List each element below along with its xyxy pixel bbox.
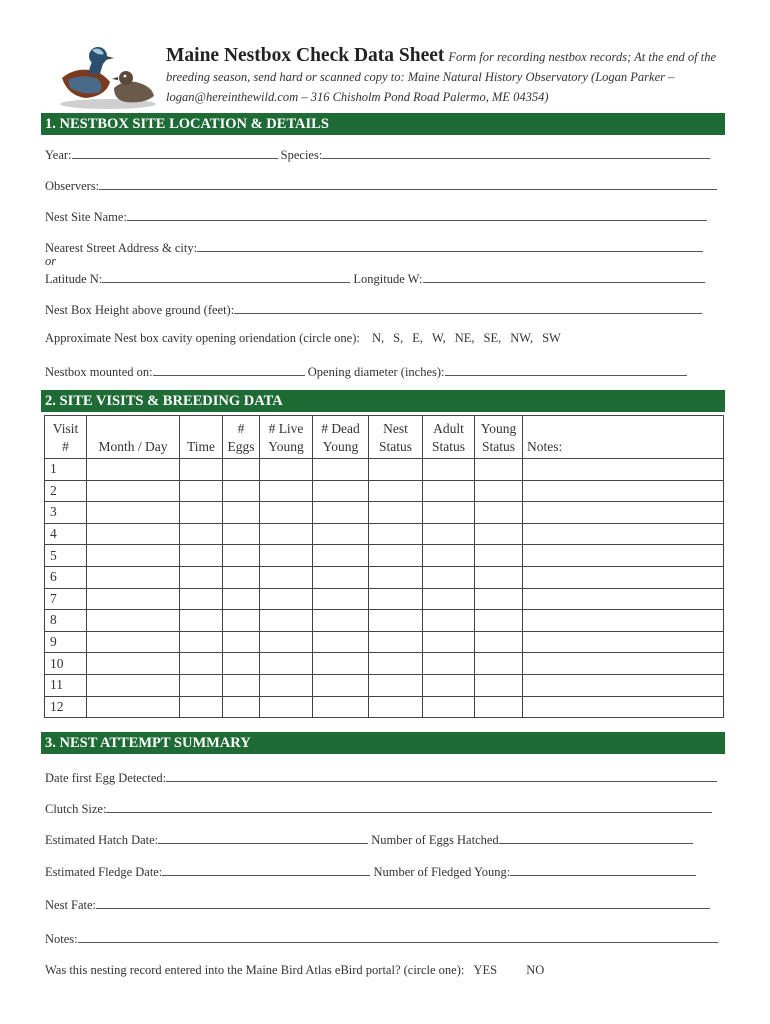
table-row	[45, 696, 724, 718]
table-cell[interactable]	[223, 674, 260, 696]
observers-label: Observers:	[45, 179, 100, 193]
table-cell[interactable]	[369, 610, 423, 632]
table-cell[interactable]	[87, 523, 180, 545]
year-species-line	[45, 145, 710, 163]
table-cell[interactable]	[313, 696, 369, 718]
table-cell[interactable]	[369, 631, 423, 653]
height-line	[45, 300, 702, 318]
table-cell[interactable]	[260, 610, 313, 632]
table-row	[45, 502, 724, 524]
orientation-option-n[interactable]: N,	[371, 331, 385, 345]
table-cell[interactable]	[313, 459, 369, 481]
table-cell[interactable]	[313, 566, 369, 588]
diameter-label: Opening diameter (inches):	[307, 365, 445, 379]
table-cell[interactable]	[223, 588, 260, 610]
table-row	[45, 459, 724, 481]
latitude-label: Latitude N:	[45, 272, 103, 286]
table-cell[interactable]	[523, 653, 724, 675]
table-cell[interactable]	[475, 545, 523, 567]
species-label: Species:	[280, 148, 323, 162]
visit-number: 8	[45, 610, 87, 632]
hatch-date-field[interactable]	[158, 830, 368, 844]
table-cell[interactable]	[423, 653, 475, 675]
fledged-young-label: Number of Fledged Young:	[373, 865, 511, 879]
hatch-line	[45, 830, 693, 848]
table-cell[interactable]	[260, 566, 313, 588]
table-cell[interactable]	[369, 696, 423, 718]
table-cell[interactable]	[313, 674, 369, 696]
visit-number: 6	[45, 566, 87, 588]
table-cell[interactable]	[423, 631, 475, 653]
visits-header-row	[45, 416, 724, 459]
mounted-diameter-line	[45, 362, 687, 380]
fate-label: Nest Fate:	[45, 898, 97, 912]
page-subtitle: Form for recording nestbox records; At the end of the breeding season, send hard or scanned copy to: Maine Natural History Observatory (Logan Parker – logan@hereinthewild.com – 316 Chisholm Pond Road Palermo, ME 04354)	[166, 50, 717, 104]
table-cell[interactable]	[523, 566, 724, 588]
clutch-line	[45, 799, 712, 817]
nest-site-name-label: Nest Site Name:	[45, 210, 127, 224]
table-cell[interactable]	[87, 566, 180, 588]
col-month-day: Month / Day	[87, 416, 180, 459]
address-line	[45, 238, 703, 256]
visit-number: 4	[45, 523, 87, 545]
table-cell[interactable]	[260, 696, 313, 718]
fledge-line	[45, 862, 696, 880]
table-cell[interactable]	[260, 588, 313, 610]
table-cell[interactable]	[475, 459, 523, 481]
table-cell[interactable]	[523, 523, 724, 545]
orientation-label: Approximate Nest box cavity opening oriendation (circle one):	[45, 331, 360, 345]
longitude-label: Longitude W:	[353, 272, 423, 286]
visit-number: 3	[45, 502, 87, 524]
table-cell[interactable]	[87, 502, 180, 524]
observers-field[interactable]	[99, 176, 717, 190]
table-cell[interactable]	[369, 523, 423, 545]
latitude-field[interactable]	[102, 269, 350, 283]
table-cell[interactable]	[87, 610, 180, 632]
col-time: Time	[180, 416, 223, 459]
visit-number: 11	[45, 674, 87, 696]
table-cell[interactable]	[475, 480, 523, 502]
fledge-date-field[interactable]	[162, 862, 370, 876]
col-notes: Notes:	[523, 416, 724, 459]
year-label: Year:	[45, 148, 72, 162]
table-cell[interactable]	[523, 459, 724, 481]
table-cell[interactable]	[369, 674, 423, 696]
eggs-hatched-label: Number of Eggs Hatched	[371, 833, 499, 847]
first-egg-field[interactable]	[166, 768, 717, 782]
table-cell[interactable]	[223, 480, 260, 502]
duck-pair-logo-icon	[56, 44, 160, 110]
table-cell[interactable]	[260, 674, 313, 696]
section-2-heading: 2. SITE VISITS & BREEDING DATA	[41, 390, 725, 412]
page-title: Maine Nestbox Check Data Sheet	[166, 45, 445, 66]
table-cell[interactable]	[475, 502, 523, 524]
orientation-option-se[interactable]: SE,	[483, 331, 502, 345]
table-cell[interactable]	[180, 653, 223, 675]
table-cell[interactable]	[313, 545, 369, 567]
table-row	[45, 566, 724, 588]
table-cell[interactable]	[180, 566, 223, 588]
first-egg-line	[45, 768, 717, 786]
address-label: Nearest Street Address & city:	[45, 241, 198, 255]
visits-table	[44, 415, 724, 718]
orientation-line	[45, 331, 570, 346]
ebird-line	[45, 963, 544, 978]
table-cell[interactable]	[87, 696, 180, 718]
table-cell[interactable]	[475, 588, 523, 610]
nest-site-name-field[interactable]	[127, 207, 707, 221]
height-field[interactable]	[234, 300, 702, 314]
table-cell[interactable]	[223, 566, 260, 588]
table-cell[interactable]	[523, 631, 724, 653]
visit-number: 10	[45, 653, 87, 675]
visit-number: 1	[45, 459, 87, 481]
table-cell[interactable]	[180, 696, 223, 718]
table-cell[interactable]	[223, 523, 260, 545]
table-row	[45, 653, 724, 675]
visit-number: 9	[45, 631, 87, 653]
table-cell[interactable]	[223, 696, 260, 718]
table-cell[interactable]	[313, 480, 369, 502]
header	[0, 0, 770, 112]
table-cell[interactable]	[523, 674, 724, 696]
visit-number: 7	[45, 588, 87, 610]
ebird-no-option[interactable]: NO	[526, 963, 545, 977]
visit-number: 5	[45, 545, 87, 567]
longitude-field[interactable]	[423, 269, 705, 283]
table-cell[interactable]	[180, 480, 223, 502]
diameter-field[interactable]	[445, 362, 687, 376]
table-cell[interactable]	[87, 674, 180, 696]
table-cell[interactable]	[180, 502, 223, 524]
first-egg-label: Date first Egg Detected:	[45, 771, 167, 785]
table-row	[45, 610, 724, 632]
nest-site-name-line	[45, 207, 707, 225]
species-field[interactable]	[322, 145, 710, 159]
table-cell[interactable]	[475, 566, 523, 588]
table-cell[interactable]	[475, 653, 523, 675]
table-cell[interactable]	[423, 674, 475, 696]
table-cell[interactable]	[475, 523, 523, 545]
visit-number: 12	[45, 696, 87, 718]
table-cell[interactable]	[423, 696, 475, 718]
table-cell[interactable]	[475, 631, 523, 653]
table-cell[interactable]	[180, 631, 223, 653]
table-cell[interactable]	[260, 523, 313, 545]
orientation-option-e[interactable]: E,	[412, 331, 423, 345]
table-cell[interactable]	[523, 502, 724, 524]
clutch-field[interactable]	[106, 799, 712, 813]
table-cell[interactable]	[87, 653, 180, 675]
fledge-date-label: Estimated Fledge Date:	[45, 865, 163, 879]
table-cell[interactable]	[87, 459, 180, 481]
table-cell[interactable]	[423, 588, 475, 610]
table-cell[interactable]	[87, 480, 180, 502]
table-cell[interactable]	[313, 653, 369, 675]
table-row	[45, 480, 724, 502]
table-cell[interactable]	[180, 523, 223, 545]
table-cell[interactable]	[423, 523, 475, 545]
table-row	[45, 523, 724, 545]
table-cell[interactable]	[87, 545, 180, 567]
table-cell[interactable]	[260, 459, 313, 481]
table-cell[interactable]	[423, 480, 475, 502]
mounted-label: Nestbox mounted on:	[45, 365, 153, 379]
table-cell[interactable]	[423, 545, 475, 567]
table-cell[interactable]	[223, 653, 260, 675]
table-cell[interactable]	[180, 674, 223, 696]
table-cell[interactable]	[223, 459, 260, 481]
table-row	[45, 674, 724, 696]
fledged-young-field[interactable]	[510, 862, 696, 876]
orientation-option-sw[interactable]: SW	[542, 331, 561, 345]
col-visit: Visit #	[45, 416, 87, 459]
table-cell[interactable]	[523, 588, 724, 610]
table-row	[45, 588, 724, 610]
lat-long-line	[45, 269, 705, 287]
col-adult-status: Adult Status	[423, 416, 475, 459]
table-cell[interactable]	[369, 653, 423, 675]
col-nest-status: Nest Status	[369, 416, 423, 459]
table-cell[interactable]	[180, 588, 223, 610]
table-cell[interactable]	[313, 502, 369, 524]
table-cell[interactable]	[475, 674, 523, 696]
table-cell[interactable]	[369, 502, 423, 524]
fate-field[interactable]	[96, 895, 710, 909]
table-cell[interactable]	[223, 502, 260, 524]
clutch-label: Clutch Size:	[45, 802, 107, 816]
table-cell[interactable]	[223, 610, 260, 632]
table-cell[interactable]	[313, 610, 369, 632]
col-young-status: Young Status	[475, 416, 523, 459]
orientation-option-nw[interactable]: NW,	[510, 331, 534, 345]
table-cell[interactable]	[475, 610, 523, 632]
table-cell[interactable]	[87, 631, 180, 653]
table-cell[interactable]	[423, 610, 475, 632]
orientation-option-ne[interactable]: NE,	[454, 331, 475, 345]
notes-label: Notes:	[45, 932, 78, 946]
orientation-option-s[interactable]: S,	[393, 331, 404, 345]
fate-line	[45, 895, 710, 913]
table-cell[interactable]	[369, 480, 423, 502]
table-cell[interactable]	[260, 502, 313, 524]
address-field[interactable]	[197, 238, 703, 252]
table-cell[interactable]	[523, 480, 724, 502]
table-cell[interactable]	[260, 480, 313, 502]
ebird-yes-option[interactable]: YES	[473, 963, 498, 977]
table-cell[interactable]	[369, 566, 423, 588]
table-cell[interactable]	[180, 545, 223, 567]
notes-field[interactable]	[78, 929, 718, 943]
table-cell[interactable]	[260, 545, 313, 567]
visit-number: 2	[45, 480, 87, 502]
table-cell[interactable]	[475, 696, 523, 718]
table-cell[interactable]	[523, 545, 724, 567]
hatch-date-label: Estimated Hatch Date:	[45, 833, 159, 847]
table-cell[interactable]	[423, 502, 475, 524]
notes-line	[45, 929, 718, 947]
year-field[interactable]	[72, 145, 278, 159]
table-row	[45, 545, 724, 567]
col-live-young: # Live Young	[260, 416, 313, 459]
ebird-question: Was this nesting record entered into the Maine Bird Atlas eBird portal? (circle one):	[45, 963, 465, 977]
table-cell[interactable]	[313, 588, 369, 610]
title-block	[166, 46, 726, 107]
table-cell[interactable]	[260, 653, 313, 675]
or-text: or	[45, 254, 57, 268]
table-cell[interactable]	[223, 631, 260, 653]
table-cell[interactable]	[423, 566, 475, 588]
table-cell[interactable]	[313, 523, 369, 545]
table-cell[interactable]	[523, 610, 724, 632]
table-cell[interactable]	[313, 631, 369, 653]
table-cell[interactable]	[223, 545, 260, 567]
orientation-option-w[interactable]: W,	[431, 331, 446, 345]
table-cell[interactable]	[369, 588, 423, 610]
height-label: Nest Box Height above ground (feet):	[45, 303, 235, 317]
col-eggs: # Eggs	[223, 416, 260, 459]
table-cell[interactable]	[369, 545, 423, 567]
section-3-heading: 3. NEST ATTEMPT SUMMARY	[41, 732, 725, 754]
table-cell[interactable]	[369, 459, 423, 481]
mounted-field[interactable]	[153, 362, 305, 376]
table-cell[interactable]	[180, 610, 223, 632]
visits-body	[45, 459, 724, 718]
table-cell[interactable]	[87, 588, 180, 610]
table-cell[interactable]	[523, 696, 724, 718]
table-cell[interactable]	[260, 631, 313, 653]
col-dead-young: # Dead Young	[313, 416, 369, 459]
eggs-hatched-field[interactable]	[499, 830, 693, 844]
section-1-heading: 1. NESTBOX SITE LOCATION & DETAILS	[41, 113, 725, 135]
table-row	[45, 631, 724, 653]
observers-line	[45, 176, 717, 194]
table-cell[interactable]	[423, 459, 475, 481]
table-cell[interactable]	[180, 459, 223, 481]
